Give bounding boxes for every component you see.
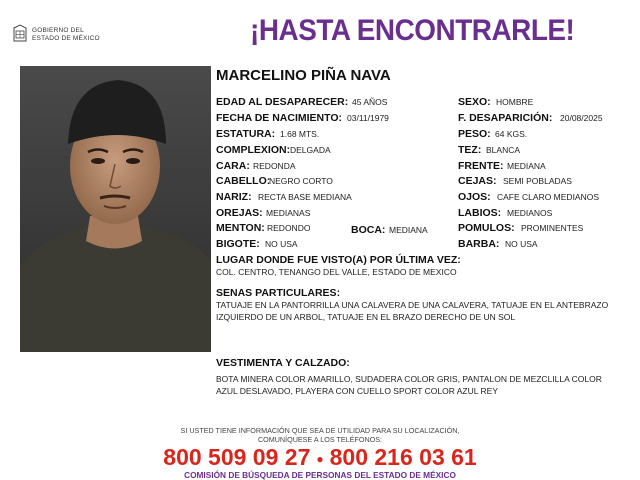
logo-line-2: ESTADO DE MÉXICO bbox=[32, 35, 100, 42]
nacimiento-label: FECHA DE NACIMIENTO: bbox=[216, 112, 342, 124]
ojos-value: CAFE CLARO MEDIANOS bbox=[497, 192, 600, 202]
cara-value: REDONDA bbox=[253, 161, 296, 171]
ojos-label: OJOS: bbox=[458, 191, 491, 203]
nariz-label: NARIZ: bbox=[216, 191, 252, 203]
vestimenta-value: BOTA MINERA COLOR AMARILLO, SUDADERA COLOR GRIS, PANTALON DE MEZCLILLA COLOR AZUL DESLAVADO, PLAYERA CON CUELLO SPORT COLOR AZUL REY bbox=[216, 374, 602, 396]
labios-value: MEDIANOS bbox=[507, 208, 553, 218]
senas-label: SENAS PARTICULARES: bbox=[216, 287, 341, 299]
cara-label: CARA: bbox=[216, 160, 250, 172]
vestimenta-label: VESTIMENTA Y CALZADO: bbox=[216, 357, 350, 369]
nariz-value: RECTA BASE MEDIANA bbox=[258, 192, 352, 202]
orejas-label: OREJAS: bbox=[216, 207, 263, 219]
frente-label: FRENTE: bbox=[458, 160, 504, 172]
orejas-value: MEDIANAS bbox=[266, 208, 311, 218]
person-photo bbox=[20, 66, 211, 352]
tez-label: TEZ: bbox=[458, 144, 482, 156]
contact-note-line-1: SI USTED TIENE INFORMACIÓN QUE SEA DE UTILIDAD PARA SU LOCALIZACIÓN, bbox=[180, 426, 460, 435]
desaparicion-value: 20/08/2025 bbox=[560, 113, 603, 123]
cejas-label: CEJAS: bbox=[458, 175, 497, 187]
labios-label: LABIOS: bbox=[458, 207, 502, 219]
menton-value: REDONDO bbox=[267, 223, 311, 233]
cejas-value: SEMI POBLADAS bbox=[503, 176, 572, 186]
complexion-label: COMPLEXION: bbox=[216, 144, 291, 156]
boca-label: BOCA: bbox=[351, 224, 386, 236]
state-seal-icon bbox=[12, 24, 28, 44]
person-portrait-image bbox=[20, 66, 211, 352]
phone-number-1[interactable]: 800 509 09 27 bbox=[163, 444, 311, 470]
sexo-value: HOMBRE bbox=[496, 97, 534, 107]
peso-label: PESO: bbox=[458, 128, 491, 140]
barba-value: NO USA bbox=[505, 239, 538, 249]
estatura-label: ESTATURA: bbox=[216, 128, 276, 140]
headline: ¡HASTA ENCONTRARLE! bbox=[250, 14, 575, 47]
complexion-value: DELGADA bbox=[290, 145, 331, 155]
estatura-value: 1.68 MTS. bbox=[280, 129, 320, 139]
state-government-logo bbox=[8, 24, 128, 48]
frente-value: MEDIANA bbox=[507, 161, 546, 171]
phone-numbers bbox=[0, 444, 640, 471]
tez-value: BLANCA bbox=[486, 145, 521, 155]
contact-note bbox=[0, 426, 640, 444]
pomulos-value: PROMINENTES bbox=[521, 223, 584, 233]
senas-value: TATUAJE EN LA PANTORRILLA UNA CALAVERA DE UNA CALAVERA, TATUAJE EN EL ANTEBRAZO IZQUIERDO DE UN ARBOL, TATUAJE EN EL BRAZO DERECHO DE UN SOL bbox=[216, 300, 609, 322]
phone-number-2[interactable]: 800 216 03 61 bbox=[329, 444, 477, 470]
commission-name: COMISIÓN DE BÚSQUEDA DE PERSONAS DEL ESTADO DE MÉXICO bbox=[184, 470, 456, 480]
cabello-value: NEGRO CORTO bbox=[269, 176, 333, 186]
contact-note-line-2: COMUNÍQUESE A LOS TELÉFONOS: bbox=[257, 435, 383, 444]
separator-dot-icon: ● bbox=[316, 451, 324, 466]
edad-label: EDAD AL DESAPARECER: bbox=[216, 96, 349, 108]
bigote-label: BIGOTE: bbox=[216, 238, 260, 250]
boca-value: MEDIANA bbox=[389, 225, 428, 235]
sexo-label: SEXO: bbox=[458, 96, 491, 108]
desaparicion-label: F. DESAPARICIÓN: bbox=[458, 112, 553, 124]
bigote-value: NO USA bbox=[265, 239, 298, 249]
nacimiento-value: 03/11/1979 bbox=[347, 113, 389, 123]
lugar-label: LUGAR DONDE FUE VISTO(A) POR ÚLTIMA VEZ: bbox=[216, 254, 461, 266]
edad-value: 45 AÑOS bbox=[352, 97, 388, 107]
logo-line-1: GOBIERNO DEL bbox=[32, 27, 84, 34]
pomulos-label: POMULOS: bbox=[458, 222, 515, 234]
menton-label: MENTON: bbox=[216, 222, 265, 234]
person-name: MARCELINO PIÑA NAVA bbox=[216, 67, 391, 84]
peso-value: 64 KGS. bbox=[495, 129, 528, 139]
barba-label: BARBA: bbox=[458, 238, 500, 250]
lugar-value: COL. CENTRO, TENANGO DEL VALLE, ESTADO DE MEXICO bbox=[216, 267, 457, 277]
cabello-label: CABELLO: bbox=[216, 175, 271, 187]
